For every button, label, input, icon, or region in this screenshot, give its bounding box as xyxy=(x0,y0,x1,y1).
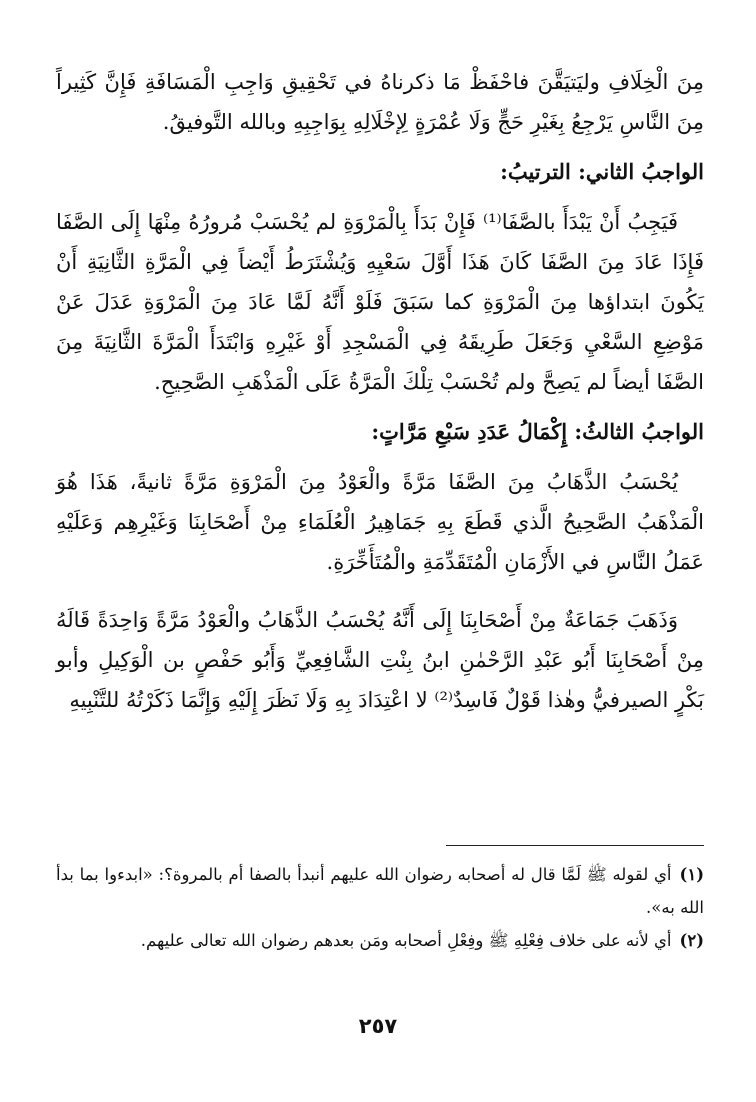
paragraph-seven-times: يُحْسَبُ الذَّهَابُ مِنَ الصَّفَا مَرَّةً والْعَوْدُ مِنَ الْمَرْوَةِ مَرَّةً ثانيةً، هَذَا هُوَ الْمَذْهَبُ الصَّحِيحُ الَّذي قَطَعَ بِهِ جَمَاهِيرُ الْعُلَمَاءِ مِنْ أَصْحَابِنَا وَغَيْرِهِم وَعَلَيْهِ عَمَلُ النَّاسِ في الأَزْمَانِ الْمُتَقَدِّمَةِ والْمُتَأَخِّرَةِ. xyxy=(56,470,704,574)
paragraph-order: فَيَجِبُ أَنْ يَبْدَأَ بالصَّفَا⁽¹⁾ فَإِنْ بَدَأَ بِالْمَرْوَةِ لم يُحْسَبْ مُرورُهُ مِنْهَا إِلَى الصَّفَا فَإِذَا عَادَ مِنَ الصَّفَا كَانَ هَذَا أَوَّلَ سَعْيِهِ وَيُشْتَرَطُ أَيْضاً فِي الْمَرَّةِ الثَّانِيَةِ أَنْ يَكُونَ ابتداؤها مِنَ الْمَرْوَةِ كما سَبَقَ فَلَوْ أَنَّهُ لَمَّا عَادَ مِنَ الْمَرْوَةِ عَدَلَ عَنْ مَوْضِعِ السَّعْيِ وَجَعَلَ طَرِيقَهُ فِي الْمَسْجِدِ أَوْ غَيْرِهِ وَابْتَدَأَ الْمَرَّةَ الثَّانِيَةَ مِنَ الصَّفَا أيضاً لم يَصِحَّ ولم تُحْسَبْ تِلْكَ الْمَرَّةُ عَلَى الْمَذْهَبِ الصَّحِيحِ. xyxy=(56,210,704,394)
intro-paragraph: مِنَ الْخِلَافِ وليَتيَقَّنَ فاحْفَظْ مَا ذكرناهُ في تَحْقِيقِ وَاجِبِ الْمَسَافَةِ فَإِنَّ كَثِيراً مِنَ النَّاسِ يَرْجِعُ بِغَيْرِ حَجٍّ وَلَا عُمْرَةٍ لِإخْلَالِهِ بِوَاجِبِهِ وبالله التَّوفيقُ. xyxy=(56,70,704,134)
section-heading-second-obligation: الواجبُ الثاني: الترتيبُ: xyxy=(500,159,704,184)
footnote-item xyxy=(56,858,704,924)
main-text-block xyxy=(56,62,704,720)
footnote-number: (١) xyxy=(679,865,704,884)
footnote-text: أي لأنه على خلاف فِعْلِهِ ﷺ وفِعْلِ أصحابه ومَن بعدهم رضوان الله تعالى عليهم. xyxy=(140,931,672,950)
page-number: ٢٥٧ xyxy=(358,1014,398,1038)
footnote-number: (٢) xyxy=(679,931,704,950)
footnotes-block xyxy=(56,858,704,957)
footnote-item xyxy=(56,924,704,957)
footnote-divider xyxy=(446,845,704,846)
section-heading-third-obligation: الواجبُ الثالثُ: إِكْمَالُ عَدَدِ سَبْعِ مَرَّاتٍ: xyxy=(371,419,704,444)
footnote-text: أي لقوله ﷺ لَمَّا قال له أصحابه رضوان الله عليهم أنبدأ بالصفا أم بالمروة؟: «ابدءوا بما بدأ الله به». xyxy=(56,865,704,917)
paragraph-other-opinion: وَذَهَبَ جَمَاعَةٌ مِنْ أَصْحَابِنَا إِلَى أَنَّهُ يُحْسَبُ الذَّهَابُ والْعَوْدُ مَرَّةً وَاحِدَةً قَالَهُ مِنْ أَصْحَابِنَا أَبُو عَبْدِ الرَّحْمٰنِ ابنُ بِنْتِ الشَّافِعِيِّ وَأَبُو حَفْصٍ بن الْوَكِيلِ وأبو بَكْرٍ الصيرفيُّ وهٰذا قَوْلٌ فَاسِدٌ⁽²⁾ لا اعْتِدَادَ بِهِ وَلَا نَظَرَ إِلَيْهِ وَإِنَّمَا ذَكَرْتُهُ للتَّنْبِيهِ xyxy=(56,608,704,712)
